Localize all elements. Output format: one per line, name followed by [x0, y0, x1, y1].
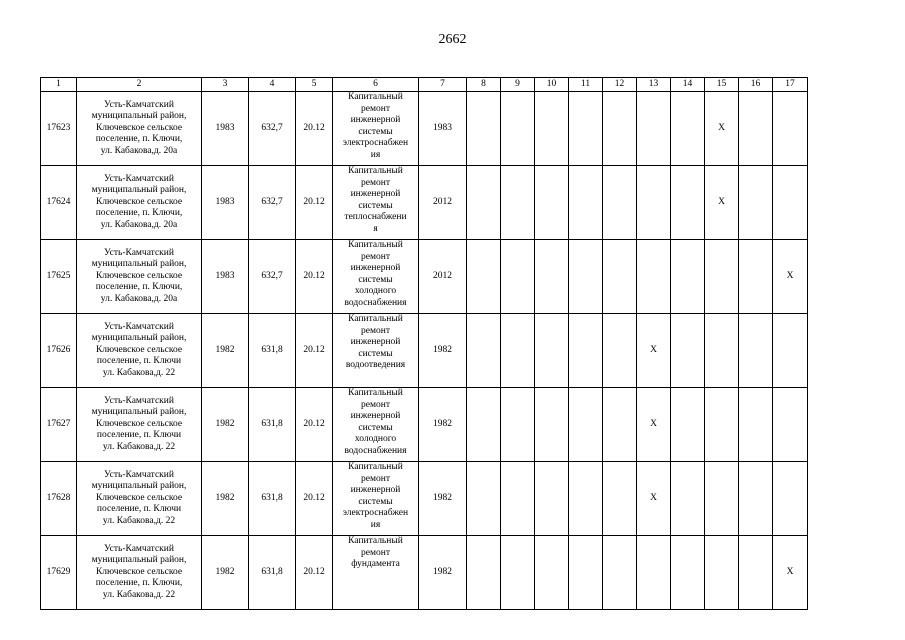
empty-cell	[501, 314, 535, 388]
work-type-line: ия	[370, 519, 381, 530]
work-type-line: ремонт	[361, 473, 390, 484]
column-header: 3	[202, 78, 249, 92]
work-type-line: инженерной	[350, 411, 401, 421]
empty-cell	[671, 240, 705, 314]
empty-cell	[773, 166, 808, 240]
work-type-line: системы	[358, 126, 393, 137]
code-cell: 20.12	[296, 536, 333, 610]
empty-cell	[739, 166, 773, 240]
address-line: Усть-Камчатский	[104, 99, 174, 110]
work-type-line: системы	[358, 422, 393, 433]
work-type-line: холодного	[354, 434, 397, 444]
address-line: ул. Кабакова,д. 20а	[100, 145, 178, 156]
page-number: 2662	[438, 32, 467, 47]
empty-cell	[739, 388, 773, 462]
address-line: Усть-Камчатский	[104, 469, 174, 480]
plan-year-cell: 1982	[419, 388, 467, 462]
empty-cell	[705, 314, 739, 388]
address-line: ул. Кабакова,д. 22	[102, 367, 176, 378]
column-header: 17	[773, 78, 808, 92]
year-built-cell: 1982	[202, 536, 249, 610]
plan-year-cell: 1983	[419, 92, 467, 166]
column-header: 2	[77, 78, 202, 92]
mark-cell: Х	[773, 536, 808, 610]
row-id-cell: 17625	[41, 240, 77, 314]
area-cell: 632,7	[249, 240, 296, 314]
work-type-line: системы	[358, 274, 393, 285]
work-type-line: Капитальный	[348, 388, 403, 398]
work-type-line: теплоснабжени	[344, 212, 407, 222]
empty-cell	[739, 536, 773, 610]
column-header: 16	[739, 78, 773, 92]
address-line: поселение, п. Ключи	[96, 356, 182, 367]
empty-cell	[467, 388, 501, 462]
empty-cell	[569, 536, 603, 610]
address-line: Ключевское сельское	[95, 492, 183, 503]
column-header: 15	[705, 78, 739, 92]
empty-cell	[705, 462, 739, 536]
column-header: 12	[603, 78, 637, 92]
empty-cell	[569, 166, 603, 240]
work-type-line: ремонт	[361, 399, 390, 410]
plan-year-cell: 2012	[419, 166, 467, 240]
empty-cell	[501, 92, 535, 166]
address-cell	[77, 462, 202, 536]
empty-cell	[501, 536, 535, 610]
area-cell: 631,8	[249, 314, 296, 388]
work-type-line: водоснабжения	[344, 297, 407, 308]
work-type-cell	[333, 536, 419, 610]
area-cell: 631,8	[249, 462, 296, 536]
empty-cell	[535, 240, 569, 314]
mark-cell: Х	[637, 388, 671, 462]
row-id-cell: 17629	[41, 536, 77, 610]
address-line: ул. Кабакова,д. 20а	[100, 293, 178, 304]
work-type-line: водоснабжения	[344, 445, 407, 456]
empty-cell	[671, 314, 705, 388]
work-type-line: Капитальный	[348, 462, 403, 472]
address-line: Ключевское сельское	[95, 122, 183, 133]
empty-cell	[671, 92, 705, 166]
work-type-line: инженерной	[350, 337, 401, 347]
empty-cell	[467, 240, 501, 314]
mark-cell: Х	[637, 314, 671, 388]
empty-cell	[569, 388, 603, 462]
empty-cell	[637, 536, 671, 610]
address-line: муниципальный район,	[91, 185, 187, 196]
empty-cell	[569, 240, 603, 314]
work-type-line: Капитальный	[348, 240, 403, 250]
empty-cell	[501, 240, 535, 314]
row-id-cell: 17628	[41, 462, 77, 536]
empty-cell	[603, 314, 637, 388]
address-line: Усть-Камчатский	[104, 321, 174, 332]
address-line: Усть-Камчатский	[104, 395, 174, 406]
empty-cell	[569, 314, 603, 388]
column-header: 14	[671, 78, 705, 92]
work-type-line: ремонт	[361, 547, 390, 558]
address-line: муниципальный район,	[91, 259, 187, 270]
address-line: муниципальный район,	[91, 111, 187, 122]
empty-cell	[535, 536, 569, 610]
address-line: Ключевское сельское	[95, 418, 183, 429]
empty-cell	[569, 462, 603, 536]
empty-cell	[773, 388, 808, 462]
empty-cell	[603, 536, 637, 610]
address-line: поселение, п. Ключи,	[95, 282, 183, 293]
address-line: ул. Кабакова,д. 20а	[100, 219, 178, 230]
empty-cell	[671, 166, 705, 240]
address-cell	[77, 240, 202, 314]
address-line: Усть-Камчатский	[104, 247, 174, 258]
work-type-line: ремонт	[361, 177, 390, 188]
empty-cell	[773, 92, 808, 166]
empty-cell	[671, 388, 705, 462]
area-cell: 631,8	[249, 536, 296, 610]
work-type-line: инженерной	[350, 189, 401, 199]
empty-cell	[535, 314, 569, 388]
empty-cell	[535, 462, 569, 536]
row-id-cell: 17624	[41, 166, 77, 240]
empty-cell	[535, 166, 569, 240]
work-type-line: Капитальный	[348, 314, 403, 324]
work-type-cell	[333, 314, 419, 388]
empty-cell	[467, 462, 501, 536]
table-row	[41, 166, 808, 240]
work-type-line: электроснабжен	[342, 508, 409, 518]
address-line: ул. Кабакова,д. 22	[102, 441, 176, 452]
work-type-line: Капитальный	[348, 92, 403, 102]
mark-cell: Х	[773, 240, 808, 314]
table-row	[41, 314, 808, 388]
work-type-line: фундамента	[351, 559, 400, 569]
area-cell: 632,7	[249, 166, 296, 240]
address-line: Ключевское сельское	[95, 344, 183, 355]
work-type-line: инженерной	[350, 115, 401, 125]
empty-cell	[705, 536, 739, 610]
empty-cell	[637, 240, 671, 314]
address-line: ул. Кабакова,д. 22	[102, 515, 176, 526]
empty-cell	[603, 240, 637, 314]
empty-cell	[569, 92, 603, 166]
empty-cell	[603, 166, 637, 240]
work-type-line: Капитальный	[348, 166, 403, 176]
address-line: муниципальный район,	[91, 333, 187, 344]
empty-cell	[705, 388, 739, 462]
empty-cell	[739, 240, 773, 314]
mark-cell: Х	[705, 92, 739, 166]
empty-cell	[773, 314, 808, 388]
work-type-cell	[333, 388, 419, 462]
year-built-cell: 1983	[202, 166, 249, 240]
plan-year-cell: 1982	[419, 314, 467, 388]
area-cell: 631,8	[249, 388, 296, 462]
work-type-line: инженерной	[350, 263, 401, 273]
empty-cell	[535, 92, 569, 166]
address-line: муниципальный район,	[91, 407, 187, 418]
plan-year-cell: 1982	[419, 536, 467, 610]
column-header: 8	[467, 78, 501, 92]
work-type-line: я	[373, 223, 378, 234]
code-cell: 20.12	[296, 92, 333, 166]
column-header: 9	[501, 78, 535, 92]
work-type-line: системы	[358, 200, 393, 211]
address-cell	[77, 388, 202, 462]
table-row	[41, 240, 808, 314]
empty-cell	[467, 536, 501, 610]
empty-cell	[603, 462, 637, 536]
plan-year-cell: 1982	[419, 462, 467, 536]
address-line: Усть-Камчатский	[104, 173, 174, 184]
header-row	[41, 78, 808, 92]
address-line: Ключевское сельское	[95, 566, 183, 577]
work-type-line: ия	[370, 149, 381, 160]
column-header: 1	[41, 78, 77, 92]
empty-cell	[637, 92, 671, 166]
address-line: муниципальный район,	[91, 481, 187, 492]
address-line: поселение, п. Ключи	[96, 430, 182, 441]
code-cell: 20.12	[296, 314, 333, 388]
row-id-cell: 17626	[41, 314, 77, 388]
address-line: Усть-Камчатский	[104, 543, 174, 554]
table-row	[41, 388, 808, 462]
empty-cell	[739, 92, 773, 166]
code-cell: 20.12	[296, 166, 333, 240]
empty-cell	[671, 536, 705, 610]
address-line: ул. Кабакова,д. 22	[102, 589, 176, 600]
address-line: Ключевское сельское	[95, 196, 183, 207]
address-line: поселение, п. Ключи,	[95, 578, 183, 589]
empty-cell	[671, 462, 705, 536]
year-built-cell: 1982	[202, 388, 249, 462]
work-type-line: системы	[358, 496, 393, 507]
column-header: 11	[569, 78, 603, 92]
mark-cell: Х	[637, 462, 671, 536]
work-type-cell	[333, 166, 419, 240]
area-cell: 632,7	[249, 92, 296, 166]
empty-cell	[501, 166, 535, 240]
work-type-line: электроснабжен	[342, 138, 409, 148]
plan-year-cell: 2012	[419, 240, 467, 314]
table-row	[41, 536, 808, 610]
year-built-cell: 1982	[202, 462, 249, 536]
empty-cell	[535, 388, 569, 462]
empty-cell	[603, 92, 637, 166]
empty-cell	[501, 388, 535, 462]
code-cell: 20.12	[296, 462, 333, 536]
address-line: поселение, п. Ключи,	[95, 208, 183, 219]
empty-cell	[467, 314, 501, 388]
registry-table	[40, 77, 808, 610]
empty-cell	[501, 462, 535, 536]
column-header: 10	[535, 78, 569, 92]
address-cell	[77, 536, 202, 610]
address-line: муниципальный район,	[91, 555, 187, 566]
column-header: 5	[296, 78, 333, 92]
work-type-line: холодного	[354, 286, 397, 296]
address-line: поселение, п. Ключи	[96, 504, 182, 515]
code-cell: 20.12	[296, 388, 333, 462]
code-cell: 20.12	[296, 240, 333, 314]
empty-cell	[637, 166, 671, 240]
year-built-cell: 1982	[202, 314, 249, 388]
column-header: 4	[249, 78, 296, 92]
address-line: поселение, п. Ключи,	[95, 134, 183, 145]
column-header: 13	[637, 78, 671, 92]
empty-cell	[739, 462, 773, 536]
work-type-line: водоотведения	[345, 360, 406, 370]
empty-cell	[705, 240, 739, 314]
work-type-line: системы	[358, 348, 393, 359]
mark-cell: Х	[705, 166, 739, 240]
empty-cell	[773, 462, 808, 536]
empty-cell	[739, 314, 773, 388]
work-type-cell	[333, 240, 419, 314]
column-header: 6	[333, 78, 419, 92]
row-id-cell: 17623	[41, 92, 77, 166]
empty-cell	[467, 92, 501, 166]
work-type-cell	[333, 462, 419, 536]
work-type-line: ремонт	[361, 251, 390, 262]
year-built-cell: 1983	[202, 92, 249, 166]
address-cell	[77, 166, 202, 240]
table-body	[41, 92, 808, 610]
work-type-line: инженерной	[350, 485, 401, 495]
row-id-cell: 17627	[41, 388, 77, 462]
work-type-line: ремонт	[361, 325, 390, 336]
year-built-cell: 1983	[202, 240, 249, 314]
address-cell	[77, 92, 202, 166]
column-header: 7	[419, 78, 467, 92]
work-type-line: ремонт	[361, 103, 390, 114]
empty-cell	[603, 388, 637, 462]
address-line: Ключевское сельское	[95, 270, 183, 281]
work-type-line: Капитальный	[348, 536, 403, 546]
work-type-cell	[333, 92, 419, 166]
table-row	[41, 92, 808, 166]
address-cell	[77, 314, 202, 388]
empty-cell	[467, 166, 501, 240]
table-row	[41, 462, 808, 536]
